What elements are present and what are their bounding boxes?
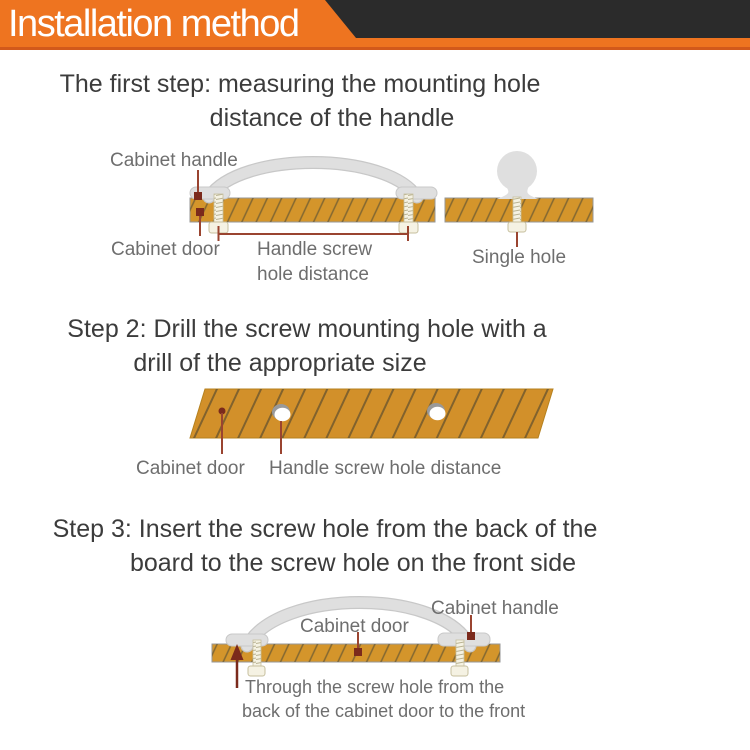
step3-label-cabinet-handle: Cabinet handle [431,598,559,619]
step2-heading-line2: drill of the appropriate size [133,349,427,377]
step2-label-cabinet-door: Cabinet door [136,458,245,479]
step3-note-line1: Through the screw hole from the [245,677,505,697]
step1-label-cabinet-door: Cabinet door [111,239,220,260]
step3-label-cabinet-door: Cabinet door [300,616,409,637]
step3-heading-line1: Step 3: Insert the screw hole from the back of the [52,515,598,543]
step1-diagram [190,151,593,247]
step1-heading [0,67,600,135]
page-title: Installation method [8,3,299,45]
step1-label-screw-distance-line1: Handle screw [257,239,373,260]
step2-label-screw-distance: Handle screw hole distance [269,458,502,479]
step2-heading [0,312,614,380]
step1-cabinet-door-bar [190,198,435,222]
step2-board [190,389,553,438]
step3-heading [0,512,650,580]
step1-heading-line2: distance of the handle [209,104,455,132]
step1-label-screw-distance-line2: hole distance [257,264,369,285]
step3-heading-line2: board to the screw hole on the front side [129,549,577,577]
step2-diagram [190,389,553,454]
step2-heading-line1: Step 2: Drill the screw mounting hole with a [67,315,547,343]
step3-note-line2: back of the cabinet door to the front [242,701,526,721]
step1-handle-pointer [194,170,202,200]
step1-label-single-hole: Single hole [472,247,567,268]
step1-label-cabinet-handle: Cabinet handle [110,150,238,171]
step1-knob [497,151,538,247]
step1-heading-line1: The first step: measuring the mounting hole [59,70,541,98]
step1-label-screw-distance [257,237,372,287]
